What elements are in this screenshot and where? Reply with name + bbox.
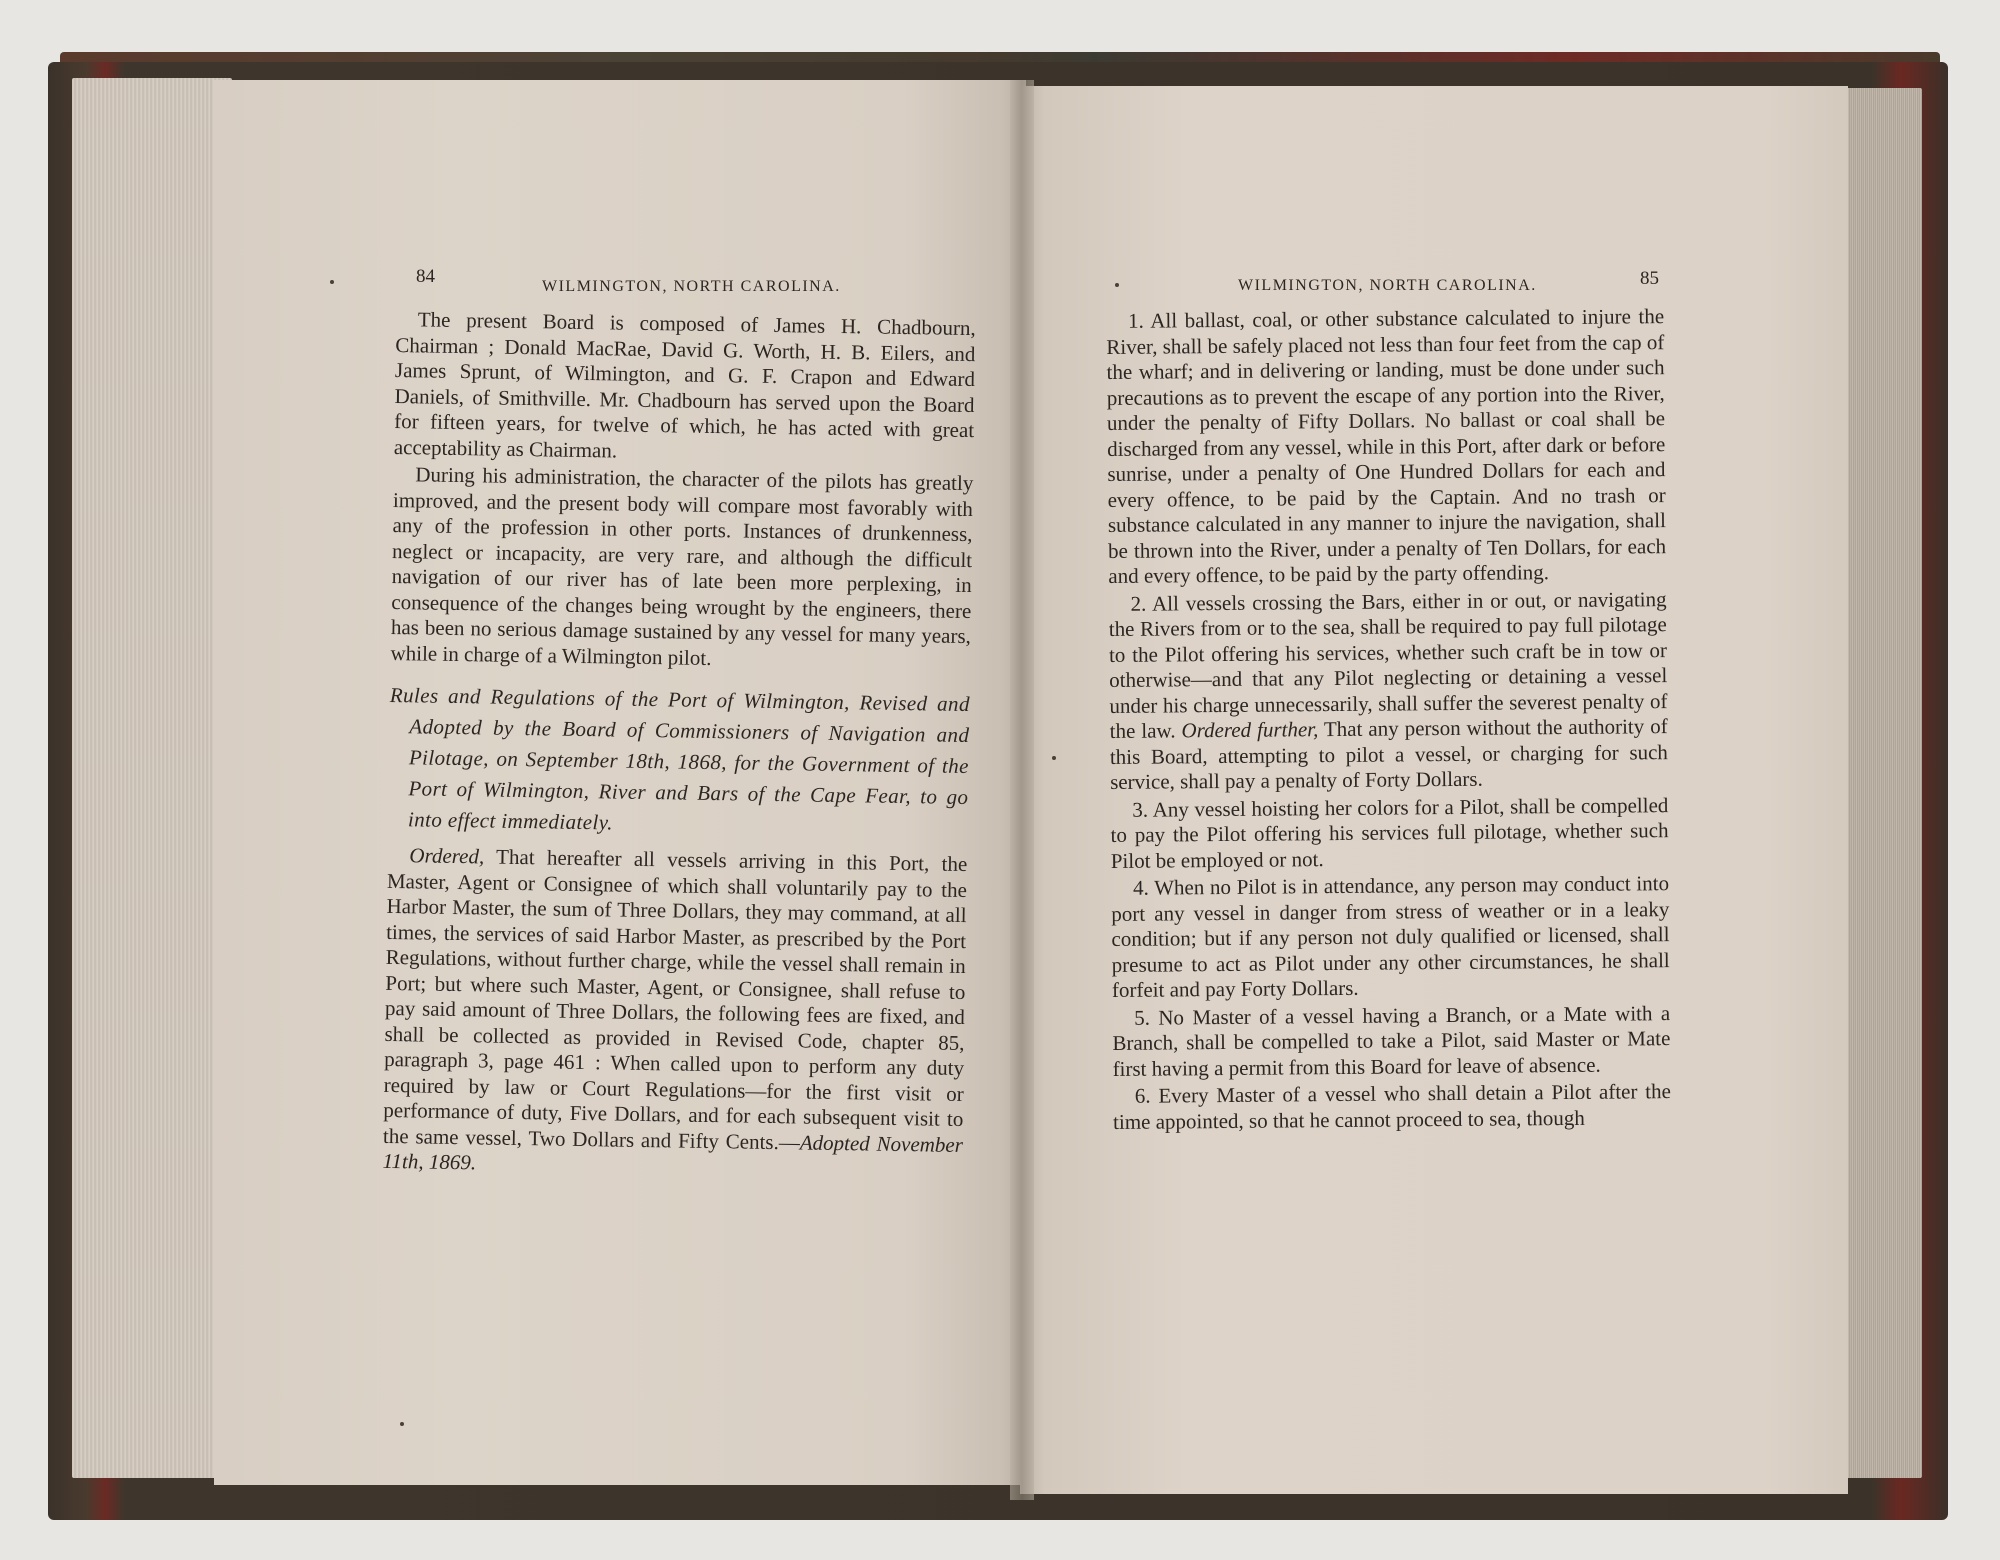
rule-4: 4. When no Pilot is in attendance, any person may conduct into port any vessel in danger from stress of weather or in a leaky condition; but if any person not duly qualified or licensed, shall presume to act as Pilot under any other circumstances, he shall forfeit and pay Forty Dollars. bbox=[1111, 871, 1670, 1002]
right-running-head: WILMINGTON, NORTH CAROLINA. bbox=[1238, 277, 1537, 294]
paragraph-board: The present Board is composed of James H. Chadbourn, Chairman ; Donald MacRae, David G. Worth, H. B. Eilers, and James Sprunt, of Wilmington, and G. F. Crapon and Edward Daniels, of Smithville. Mr. Chadbourn has served upon the Board for fifteen years, for twelve of which, he has acted with great acceptability as Chairman. bbox=[393, 307, 976, 462]
right-page-body bbox=[1106, 304, 1671, 1135]
rule-2 bbox=[1108, 587, 1668, 796]
left-page-body bbox=[382, 307, 976, 1184]
rule-2-ordered: Ordered further, bbox=[1181, 717, 1319, 743]
ordered-adopted: Adopted November 11th, 1869. bbox=[382, 1129, 964, 1175]
rule-2-text-b: That any person without the authority of this Board, attempting to pilot a vessel, or charging for such service, shall pay a penalty of Forty Dollars. bbox=[1109, 714, 1668, 794]
rule-1: 1. All ballast, coal, or other substance calculated to injure the River, shall be safely placed not less than four feet from the cap of the wharf; and in delivering or landing, must be done under such precautions as to prevent the escape of any portion into the River, under the penalty of Fifty Dollars. No ballast or coal shall be discharged from any vessel, while in this Port, after dark or before sunrise, under a penalty of One Hundred Dollars for each and every offence, to be paid by the Captain. And no trash or substance calculated in any manner to injure the navigation, shall be thrown into the River, under a penalty of Ten Dollars, for each and every offence, to be paid by the party offending. bbox=[1106, 304, 1667, 588]
rule-5: 5. No Master of a vessel having a Branch, or a Mate with a Branch, shall be compelled to take a Pilot, said Master or Mate first having a permit from this Board for leave of absence. bbox=[1112, 1000, 1671, 1081]
ordered-lead: Ordered, bbox=[409, 843, 485, 869]
rule-6: 6. Every Master of a vessel who shall detain a Pilot after the time appointed, so that he cannot proceed to sea, though bbox=[1112, 1079, 1671, 1134]
ordered-text: That hereafter all vessels arriving in this Port, the Master, Agent or Consignee of which shall voluntarily pay to the Harbor Master, the sum of Three Dollars, they may command, at all times, the services of said Harbor Master, as prescribed by the Port Regulations, without further charge, while the vessel shall remain in Port; but where such Master, Agent, or Consignee, shall refuse to pay said amount of Three Dollars, the following fees are fixed, and shall be collected as provided in Revised Code, chapter 85, paragraph 3, page 461 : When called upon to perform any duty required by law or Court Regulations—for the first visit or performance of duty, Five Dollars, and for each subsequent visit to the same vessel, Two Dollars and Fifty Cents.— bbox=[382, 844, 968, 1154]
speck bbox=[1115, 283, 1119, 287]
page-edges-right bbox=[1840, 88, 1922, 1478]
left-running-head: WILMINGTON, NORTH CAROLINA. bbox=[542, 278, 841, 295]
paragraph-ordered bbox=[382, 843, 967, 1184]
book-gutter bbox=[1010, 80, 1034, 1500]
rules-title: Rules and Regulations of the Port of Wilmington, Revised and Adopted by the Board of Commissioners of Navigation and Pilotage, on September 18th, 1868, for the Government of the Port of Wilmington, River and Bars of the Cape Fear, to go into effect immediately. bbox=[389, 682, 971, 835]
page-edges-left bbox=[72, 78, 232, 1478]
right-page-number: 85 bbox=[1640, 268, 1659, 289]
left-page-number: 84 bbox=[416, 266, 435, 287]
speck bbox=[400, 1422, 404, 1426]
rule-3: 3. Any vessel hoisting her colors for a Pilot, shall be compelled to pay the Pilot offering his services full pilotage, whether such Pilot be employed or not. bbox=[1110, 792, 1669, 873]
speck bbox=[330, 280, 334, 284]
paragraph-administration: During his administration, the character of the pilots has greatly improved, and the present body will compare most favorably with any of the profession in other ports. Instances of drunkenness, neglect or incapacity, are very rare, and although the difficult navigation of our river has of late been more perplexing, in consequence of the changes being wrought by the engineers, there has been no serious damage sustained by any vessel for many years, while in charge of a Wilmington pilot. bbox=[390, 462, 974, 670]
speck bbox=[1052, 756, 1056, 760]
rule-2-text-a: 2. All vessels crossing the Bars, either in or out, or navigating the Rivers from or to the sea, shall be required to pay full pilotage to the Pilot offering his services, whether such craft be in tow or otherwise—and that any Pilot neglecting or detaining a vessel under his charge unnecessarily, shall suffer the severest penalty of the law. bbox=[1108, 586, 1668, 743]
